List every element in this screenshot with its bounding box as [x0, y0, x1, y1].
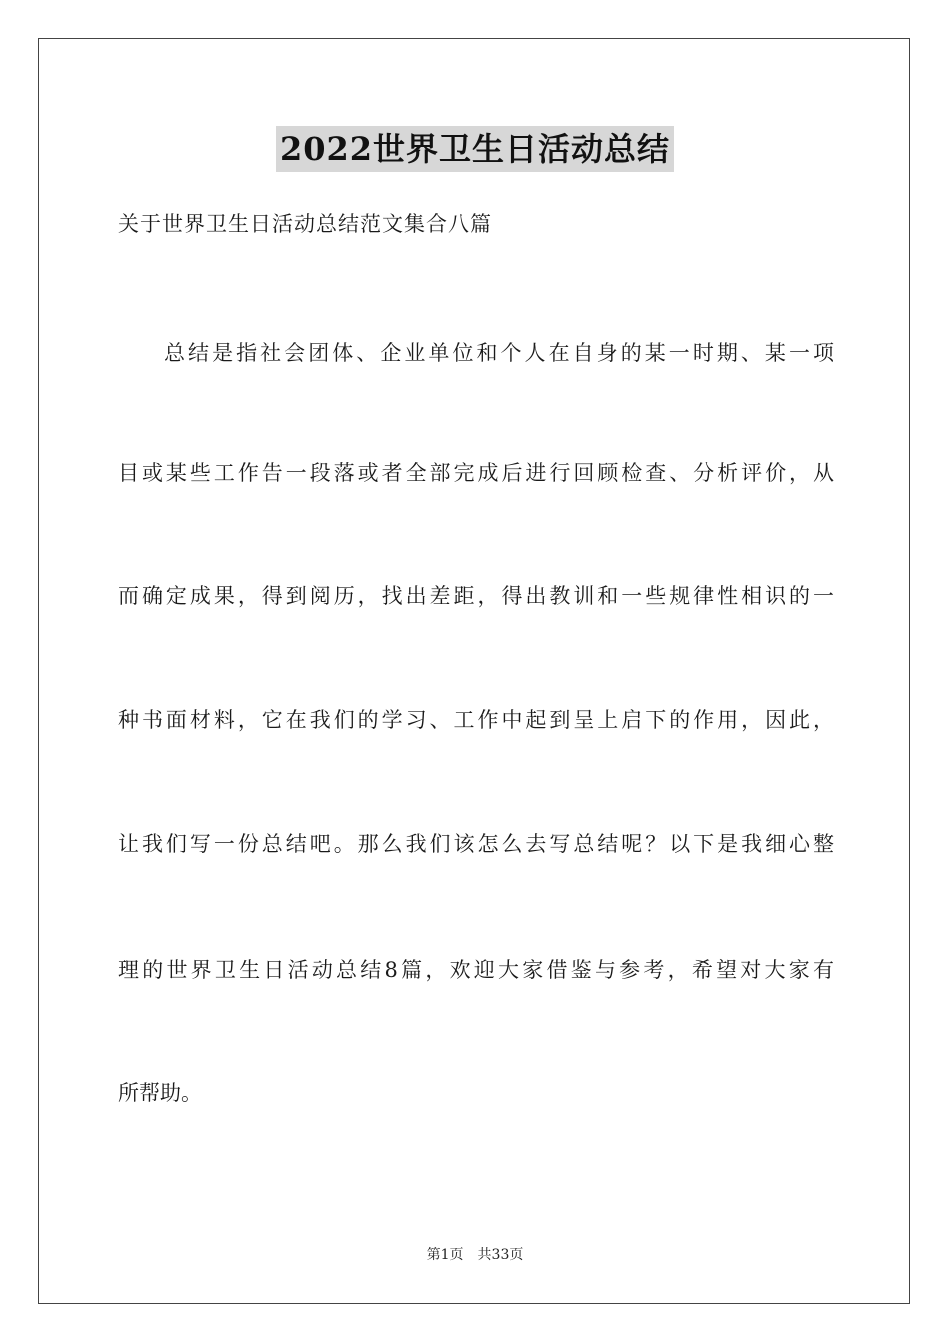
document-title: 2022世界卫生日活动总结	[276, 126, 674, 172]
paragraph-line-4: 种书面材料，它在我们的学习、工作中起到呈上启下的作用，因此，	[118, 708, 834, 732]
paragraph-line-3: 而确定成果，得到阅历，找出差距，得出教训和一些规律性相识的一	[118, 584, 834, 608]
paragraph-line-7: 所帮助。	[118, 1081, 202, 1105]
document-subtitle: 关于世界卫生日活动总结范文集合八篇	[118, 212, 492, 236]
page-footer: 第1页 共33页	[426, 1247, 524, 1263]
paragraph-line-2: 目或某些工作告一段落或者全部完成后进行回顾检查、分析评价，从	[118, 461, 834, 485]
paragraph-line-6: 理的世界卫生日活动总结8篇，欢迎大家借鉴与参考，希望对大家有	[118, 958, 834, 982]
paragraph-line-5: 让我们写一份总结吧。那么我们该怎么去写总结呢？以下是我细心整	[118, 832, 834, 856]
paragraph-line-1: 总结是指社会团体、企业单位和个人在自身的某一时期、某一项	[164, 341, 834, 365]
title-container	[0, 126, 950, 172]
